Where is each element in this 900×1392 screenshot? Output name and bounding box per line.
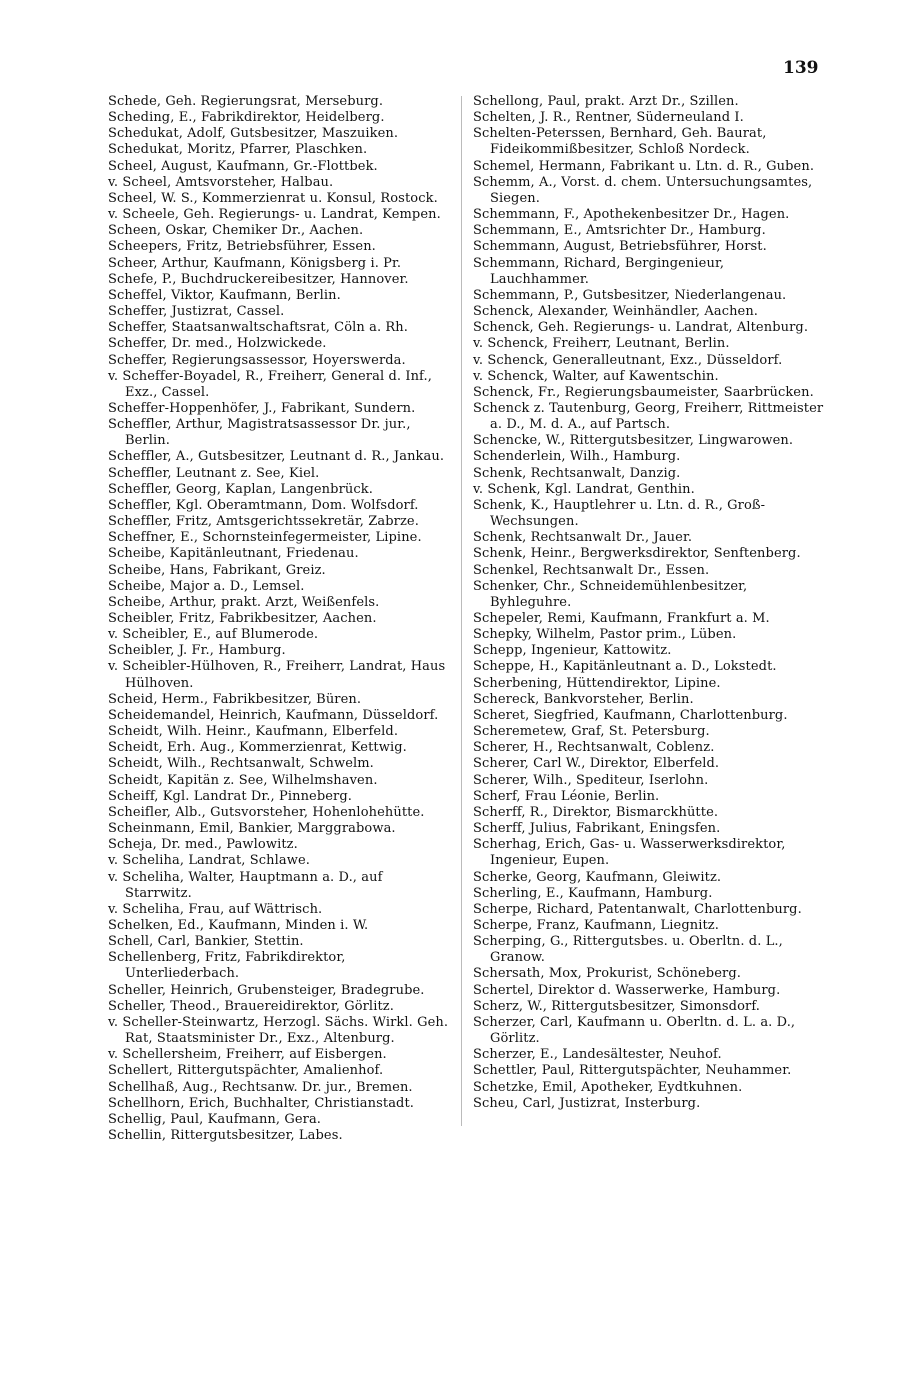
directory-entry: Schellhaß, Aug., Rechtsanw. Dr. jur., Bremen. [108,1079,413,1095]
directory-entry: Schelken, Ed., Kaufmann, Minden i. W. [108,917,369,933]
directory-entry: Scheffler, Leutnant z. See, Kiel. [108,465,320,481]
directory-entry: Scheffer, Justizrat, Cassel. [108,304,285,320]
directory-entry: Schellert, Rittergutspächter, Amalienhof. [108,1063,384,1079]
directory-entry: Scherhag, Erich, Gas- u. Wasserwerksdirektor, Ingenieur, Eupen. [473,837,786,869]
directory-entry: Scheffer, Dr. med., Holzwickede. [108,336,327,352]
directory-entry: Schepp, Ingenieur, Kattowitz. [473,643,672,659]
directory-entry: Schenk, K., Hauptlehrer u. Ltn. d. R., Groß-Wechsungen. [473,497,766,530]
directory-entry: v. Scheffer-Boyadel, R., Freiherr, General d. Inf., Exz., Cassel. [108,368,432,400]
directory-entry: Scheremetew, Graf, St. Petersburg. [473,724,710,740]
directory-entry: Scheffler, Kgl. Oberamtmann, Dom. Wolfsdorf. [108,497,419,513]
directory-entry: Schencke, W., Rittergutsbesitzer, Lingwarowen. [473,433,794,449]
directory-entry: Schenker, Chr., Schneidemühlenbesitzer, Byhleguhre. [473,578,748,610]
directory-entry: Schellin, Rittergutsbesitzer, Labes. [108,1128,343,1143]
directory-entry: Scherer, H., Rechtsanwalt, Coblenz. [473,740,715,756]
directory-entry: Scherer, Wilh., Spediteur, Iserlohn. [473,772,709,788]
directory-entry: Schettler, Paul, Rittergutspächter, Neuhammer. [473,1063,792,1079]
directory-entry: Schemel, Hermann, Fabrikant u. Ltn. d. R., Guben. [473,158,815,174]
directory-entry: Scheffel, Viktor, Kaufmann, Berlin. [108,287,341,303]
directory-entry: Schemmann, August, Betriebsführer, Horst. [473,239,767,255]
left-column [108,94,450,1144]
directory-entry: Schereck, Bankvorsteher, Berlin. [473,691,694,707]
directory-entry: Scheid, Herm., Fabrikbesitzer, Büren. [108,691,362,707]
directory-entry: Scheibe, Arthur, prakt. Arzt, Weißenfels. [108,594,380,610]
directory-entry: Scheffler, Fritz, Amtsgerichtssekretär, Zabrze. [108,514,419,530]
directory-entry: Schede, Geh. Regierungsrat, Merseburg. [108,94,384,109]
right-column [473,94,825,1112]
directory-entry: Schedukat, Adolf, Gutsbesitzer, Maszuiken. [108,126,399,142]
directory-entry: Schemmann, Richard, Bergingenieur, Lauchhammer. [473,255,725,287]
directory-entry: Scheffler, Georg, Kaplan, Langenbrück. [108,481,373,497]
directory-entry: Schenk, Rechtsanwalt Dr., Jauer. [473,530,693,546]
directory-entry: v. Scheliha, Walter, Hauptmann a. D., auf Starrwitz. [108,869,383,901]
directory-entry: Scherff, Julius, Fabrikant, Eningsfen. [473,821,721,837]
directory-entry: Scherling, E., Kaufmann, Hamburg. [473,885,713,901]
directory-entry: Scheidt, Wilh., Rechtsanwalt, Schwelm. [108,756,374,772]
directory-entry: Scherke, Georg, Kaufmann, Gleiwitz. [473,869,722,885]
directory-entry: Schemmann, F., Apothekenbesitzer Dr., Hagen. [473,207,790,223]
directory-entry: Schepky, Wilhelm, Pastor prim., Lüben. [473,627,737,643]
directory-entry: Scherzer, Carl, Kaufmann u. Oberltn. d. L. a. D., Görlitz. [473,1014,796,1047]
directory-entry: v. Scheliha, Landrat, Schlawe. [108,853,310,869]
directory-entry: Scheffer, Regierungsassessor, Hoyerswerda. [108,352,406,368]
directory-entry: Scheidemandel, Heinrich, Kaufmann, Düsseldorf. [108,707,439,723]
directory-entry: Schefe, P., Buchdruckereibesitzer, Hannover. [108,271,409,287]
directory-entry: Scherz, W., Rittergutsbesitzer, Simonsdorf. [473,998,761,1014]
directory-entry: Scherping, G., Rittergutsbes. u. Oberltn. d. L., Granow. [473,934,783,966]
directory-entry: Scheffner, E., Schornsteinfegermeister, Lipine. [108,530,422,546]
directory-entry: v. Schellersheim, Freiherr, auf Eisbergen. [108,1047,387,1063]
directory-entry: Scherer, Carl W., Direktor, Elberfeld. [473,756,720,772]
directory-entry: Schenk, Rechtsanwalt, Danzig. [473,465,681,481]
directory-entry: v. Scheibler-Hülhoven, R., Freiherr, Landrat, Haus Hülhoven. [108,659,446,691]
directory-entry: Schellenberg, Fritz, Fabrikdirektor, Unterliederbach. [108,950,346,982]
directory-entry: Scherf, Frau Léonie, Berlin. [473,788,660,804]
directory-entry: Schenck, Fr., Regierungsbaumeister, Saarbrücken. [473,384,814,400]
directory-entry: Scheel, W. S., Kommerzienrat u. Konsul, Rostock. [108,190,438,206]
directory-entry: Scheidt, Wilh. Heinr., Kaufmann, Elberfeld. [108,724,399,740]
directory-entry: Schenderlein, Wilh., Hamburg. [473,449,681,465]
directory-entry: Schelten, J. R., Rentner, Süderneuland I. [473,110,744,126]
directory-entry: Scheffler, Arthur, Magistratsassessor Dr. jur., Berlin. [108,417,411,449]
directory-entry: Schenck, Alexander, Weinhändler, Aachen. [473,304,759,320]
page-number: 139 [783,58,819,78]
directory-entry: Scheibe, Hans, Fabrikant, Greiz. [108,562,326,578]
directory-entry: Scheibler, J. Fr., Hamburg. [108,643,286,659]
directory-entry: Schersath, Mox, Prokurist, Schöneberg. [473,966,741,982]
directory-entry: Scheffer-Hoppenhöfer, J., Fabrikant, Sundern. [108,400,416,416]
directory-entry: v. Schenck, Generalleutnant, Exz., Düsseldorf. [473,352,783,368]
directory-entry: Schedukat, Moritz, Pfarrer, Plaschken. [108,142,368,158]
directory-entry: Schertel, Direktor d. Wasserwerke, Hamburg. [473,982,781,998]
directory-entry: Scheibe, Major a. D., Lemsel. [108,578,305,594]
directory-entry: Scheiff, Kgl. Landrat Dr., Pinneberg. [108,788,353,804]
directory-entry: Scheffer, Staatsanwaltschaftsrat, Cöln a. Rh. [108,320,409,336]
directory-entry: Scheen, Oskar, Chemiker Dr., Aachen. [108,223,364,239]
directory-entry: Scheller, Theod., Brauereidirektor, Görlitz. [108,998,394,1014]
directory-entry: Scheifler, Alb., Gutsvorsteher, Hohenlohehütte. [108,804,425,820]
directory-entry: Schenck, Geh. Regierungs- u. Landrat, Altenburg. [473,320,809,336]
directory-entry: v. Scheibler, E., auf Blumerode. [108,627,319,643]
directory-entry: Scheidt, Erh. Aug., Kommerzienrat, Kettwig. [108,740,407,756]
directory-entry: v. Scheele, Geh. Regierungs- u. Landrat, Kempen. [108,207,441,223]
directory-entry: Scheepers, Fritz, Betriebsführer, Essen. [108,239,376,255]
directory-entry: Schepeler, Remi, Kaufmann, Frankfurt a. M. [473,611,770,626]
directory-entry: Scheinmann, Emil, Bankier, Marggrabowa. [108,821,396,837]
directory-entry: Schemmann, P., Gutsbesitzer, Niederlangenau. [473,287,787,303]
directory-entry: Scheu, Carl, Justizrat, Insterburg. [473,1095,701,1111]
directory-entry: Scheidt, Kapitän z. See, Wilhelmshaven. [108,772,378,788]
directory-entry: Schelten-Peterssen, Bernhard, Geh. Baurat, Fideikommißbesitzer, Schloß Nordeck. [473,126,767,158]
directory-entry: Scheppe, H., Kapitänleutnant a. D., Lokstedt. [473,659,777,675]
directory-entry: Scheibler, Fritz, Fabrikbesitzer, Aachen. [108,611,377,626]
directory-entry: Scheja, Dr. med., Pawlowitz. [108,837,298,853]
directory-entry: Schenkel, Rechtsanwalt Dr., Essen. [473,562,710,578]
directory-entry: Scheffler, A., Gutsbesitzer, Leutnant d. R., Jankau. [108,449,445,465]
directory-entry: v. Scheliha, Frau, auf Wättrisch. [108,901,323,917]
directory-entry: v. Schenck, Freiherr, Leutnant, Berlin. [473,336,730,352]
directory-entry: v. Scheller-Steinwartz, Herzogl. Sächs. Wirkl. Geh. Rat, Staatsminister Dr., Exz., Altenburg. [108,1014,449,1047]
directory-entry: Scheer, Arthur, Kaufmann, Königsberg i. Pr. [108,255,402,271]
directory-entry: Schellong, Paul, prakt. Arzt Dr., Szillen. [473,94,739,109]
directory-entry: Schetzke, Emil, Apotheker, Eydtkuhnen. [473,1079,743,1095]
directory-entry: Schemmann, E., Amtsrichter Dr., Hamburg. [473,223,766,239]
directory-entry: Schell, Carl, Bankier, Stettin. [108,934,304,950]
directory-entry: Scheibe, Kapitänleutnant, Friedenau. [108,546,359,562]
directory-entry: Schemm, A., Vorst. d. chem. Untersuchungsamtes, Siegen. [473,174,813,206]
directory-entry: Schellig, Paul, Kaufmann, Gera. [108,1111,322,1127]
directory-entry: v. Schenck, Walter, auf Kawentschin. [473,368,719,384]
directory-entry: Scheller, Heinrich, Grubensteiger, Bradegrube. [108,982,425,998]
directory-entry: v. Scheel, Amtsvorsteher, Halbau. [108,174,334,190]
directory-entry: Scherff, R., Direktor, Bismarckhütte. [473,804,719,820]
directory-entry: Scheding, E., Fabrikdirektor, Heidelberg. [108,110,385,126]
directory-entry: Scherpe, Franz, Kaufmann, Liegnitz. [473,917,719,933]
directory-entry: Scherbening, Hüttendirektor, Lipine. [473,675,721,691]
column-divider [461,96,462,1126]
directory-entry: v. Schenk, Kgl. Landrat, Genthin. [473,481,695,497]
directory-entry: Schenck z. Tautenburg, Georg, Freiherr, Rittmeister a. D., M. d. A., auf Partsch. [473,400,824,433]
directory-entry: Scheret, Siegfried, Kaufmann, Charlottenburg. [473,707,788,723]
directory-entry: Scherpe, Richard, Patentanwalt, Charlottenburg. [473,901,802,917]
directory-entry: Scherzer, E., Landesältester, Neuhof. [473,1047,722,1063]
directory-entry: Scheel, August, Kaufmann, Gr.-Flottbek. [108,158,378,174]
directory-entry: Schenk, Heinr., Bergwerksdirektor, Senftenberg. [473,546,801,562]
directory-entry: Schellhorn, Erich, Buchhalter, Christianstadt. [108,1095,415,1111]
